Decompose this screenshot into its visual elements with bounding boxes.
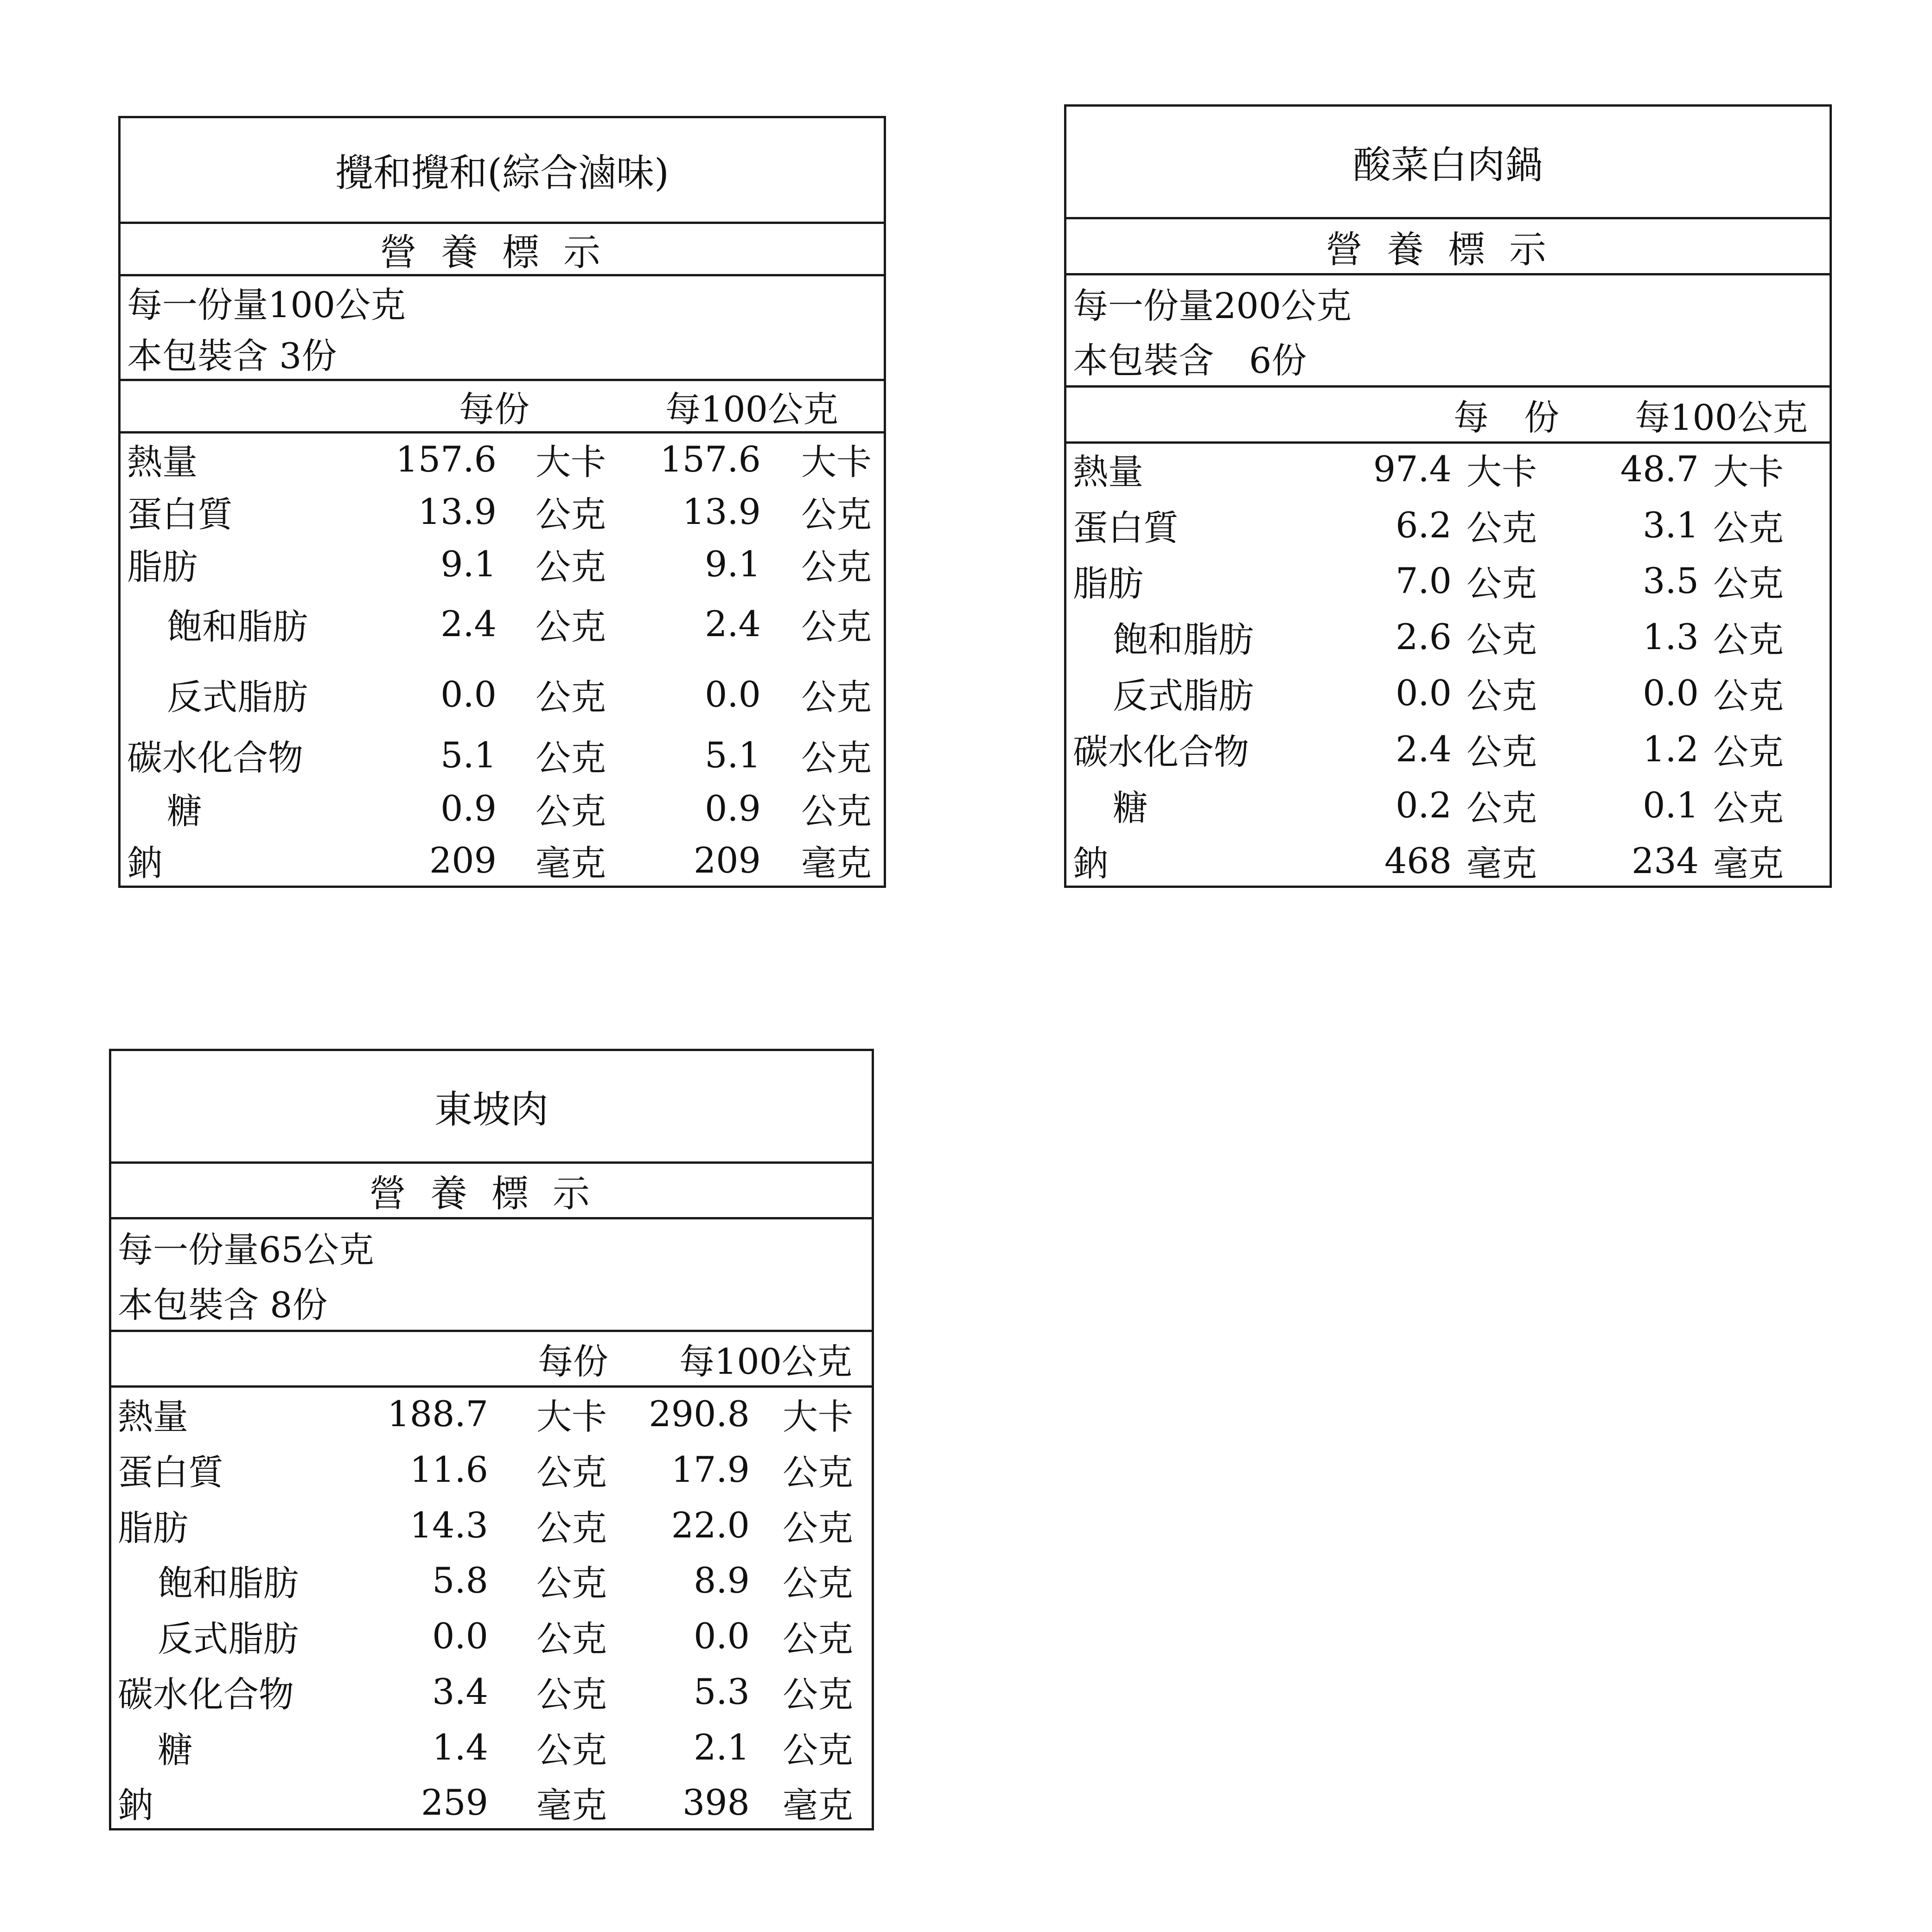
product-title: 酸菜白肉鍋: [1066, 107, 1830, 219]
per-serving-unit: 公克: [536, 493, 606, 535]
column-header-per-100g: 每100公克: [1635, 396, 1808, 438]
nutrient-name: 碳水化合物: [1073, 731, 1249, 772]
per-100g-unit: 公克: [1713, 618, 1784, 660]
per-serving-value: 0.9: [440, 787, 497, 829]
nutrient-name: 鈉: [127, 842, 162, 884]
nutrient-row: [111, 1499, 872, 1551]
nutrient-row: [1066, 668, 1830, 718]
column-header-per-serving: 每份: [538, 1341, 608, 1382]
per-serving-unit: 公克: [536, 1562, 607, 1604]
nutrient-name: 熱量: [118, 1396, 188, 1437]
nutrient-name: 脂肪: [118, 1507, 188, 1549]
per-serving-value: 0.0: [440, 673, 497, 715]
nutrient-name: 飽和脂肪: [1113, 618, 1254, 660]
nutrition-label-panel: [109, 1049, 874, 1830]
per-100g-unit: 公克: [1713, 675, 1784, 716]
column-header-per-serving: 每份: [459, 388, 529, 430]
per-serving-unit: 公克: [536, 546, 606, 587]
nutrient-name: 蛋白質: [127, 493, 233, 535]
per-serving-unit: 毫克: [1467, 842, 1537, 884]
nutrient-name: 熱量: [1073, 451, 1143, 492]
per-serving-value: 259: [421, 1781, 488, 1823]
per-100g-value: 234: [1631, 840, 1699, 881]
nutrient-name: 脂肪: [1073, 562, 1143, 604]
per-100g-unit: 公克: [783, 1673, 853, 1715]
nutrient-row: [111, 1665, 872, 1717]
serving-info: [121, 276, 884, 381]
per-serving-value: 0.2: [1396, 784, 1452, 826]
nutrient-name: 脂肪: [127, 546, 198, 587]
nutrient-name: 飽和脂肪: [158, 1562, 299, 1604]
per-100g-unit: 公克: [783, 1729, 853, 1771]
per-100g-value: 290.8: [649, 1393, 750, 1435]
column-header-row: [121, 381, 884, 434]
per-serving-unit: 毫克: [536, 1784, 607, 1826]
per-serving-unit: 公克: [536, 1673, 607, 1715]
per-100g-unit: 公克: [801, 546, 872, 587]
nutrient-row: [121, 538, 884, 589]
nutrient-rows: [1066, 444, 1830, 886]
per-100g-value: 22.0: [671, 1504, 750, 1546]
per-serving-unit: 公克: [536, 790, 606, 832]
per-serving-unit: 公克: [536, 1618, 607, 1659]
per-100g-value: 2.4: [705, 603, 761, 644]
per-serving-value: 5.1: [440, 734, 497, 776]
per-serving-unit: 公克: [536, 737, 606, 778]
per-serving-value: 3.4: [432, 1671, 488, 1712]
nutrient-row: [111, 1776, 872, 1828]
per-serving-value: 9.1: [440, 543, 497, 585]
per-100g-unit: 公克: [1713, 787, 1784, 829]
nutrient-row: [111, 1388, 872, 1440]
nutrient-row: [1066, 835, 1830, 886]
serving-size: 每一份量100公克: [127, 284, 406, 325]
nutrient-row: [121, 434, 884, 485]
nutrient-name: 反式脂肪: [167, 676, 308, 718]
per-100g-unit: 公克: [783, 1562, 853, 1604]
per-serving-unit: 大卡: [1467, 451, 1537, 492]
nutrient-rows: [111, 1388, 872, 1828]
nutrient-row: [111, 1554, 872, 1606]
per-100g-value: 5.1: [705, 734, 761, 776]
per-100g-unit: 公克: [801, 737, 872, 778]
nutrition-label-panel: [1064, 104, 1832, 888]
serving-info: [111, 1219, 872, 1332]
per-100g-value: 0.1: [1643, 784, 1699, 826]
per-100g-unit: 毫克: [1713, 842, 1784, 884]
per-100g-value: 9.1: [705, 543, 761, 585]
nutrient-rows: [121, 434, 884, 886]
per-serving-value: 1.4: [432, 1726, 488, 1768]
per-serving-unit: 公克: [536, 1507, 607, 1549]
per-100g-value: 3.1: [1643, 504, 1699, 546]
per-100g-value: 0.0: [1643, 672, 1699, 714]
per-100g-value: 2.1: [694, 1726, 750, 1768]
product-title: 東坡肉: [111, 1051, 872, 1164]
servings-per-package: 本包裝含 6份: [1073, 340, 1307, 382]
nutrient-name: 蛋白質: [118, 1451, 223, 1493]
per-serving-value: 2.4: [440, 603, 497, 644]
per-serving-unit: 公克: [1467, 675, 1537, 716]
per-100g-value: 1.2: [1643, 728, 1699, 770]
per-serving-value: 13.9: [418, 491, 497, 532]
nutrient-row: [111, 1443, 872, 1495]
column-header-row: [111, 1332, 872, 1388]
per-serving-value: 7.0: [1396, 560, 1452, 601]
per-100g-value: 13.9: [682, 491, 761, 532]
serving-size: 每一份量65公克: [118, 1229, 374, 1270]
per-100g-unit: 大卡: [783, 1396, 853, 1437]
nutrient-row: [1066, 500, 1830, 550]
per-serving-unit: 公克: [1467, 507, 1537, 548]
per-serving-unit: 公克: [536, 1729, 607, 1771]
product-title: 攪和攪和(綜合滷味): [121, 118, 884, 224]
per-100g-unit: 公克: [801, 493, 872, 535]
column-header-per-serving: 每 份: [1454, 396, 1559, 438]
nutrient-row: [121, 598, 884, 649]
column-header-per-100g: 每100公克: [679, 1341, 853, 1382]
per-serving-unit: 公克: [536, 676, 606, 718]
nutrient-row: [1066, 724, 1830, 774]
per-100g-unit: 公克: [783, 1507, 853, 1549]
per-serving-unit: 大卡: [536, 1396, 607, 1437]
nutrition-heading: 營養標示: [121, 224, 884, 276]
nutrition-heading: 營養標示: [1066, 219, 1830, 275]
nutrient-row: [121, 783, 884, 834]
per-serving-value: 14.3: [409, 1504, 488, 1546]
per-serving-unit: 公克: [536, 606, 606, 647]
per-100g-value: 0.0: [705, 673, 761, 715]
per-100g-value: 157.6: [660, 438, 761, 480]
column-header-per-100g: 每100公克: [665, 388, 839, 430]
nutrient-row: [1066, 780, 1830, 830]
per-serving-value: 468: [1384, 840, 1452, 881]
nutrient-name: 飽和脂肪: [167, 606, 308, 647]
per-100g-value: 0.0: [694, 1615, 750, 1657]
per-serving-value: 188.7: [387, 1393, 488, 1435]
per-100g-unit: 毫克: [783, 1784, 853, 1826]
per-100g-value: 48.7: [1620, 448, 1699, 490]
nutrient-name: 鈉: [118, 1784, 153, 1826]
per-100g-unit: 毫克: [801, 842, 872, 884]
per-100g-value: 0.9: [705, 787, 761, 829]
nutrient-name: 熱量: [127, 441, 198, 483]
nutrient-name: 糖: [158, 1729, 193, 1771]
per-serving-unit: 公克: [536, 1451, 607, 1493]
per-serving-unit: 大卡: [536, 441, 606, 483]
nutrient-row: [1066, 555, 1830, 606]
per-100g-unit: 大卡: [801, 441, 872, 483]
per-100g-value: 209: [693, 839, 761, 881]
nutrient-name: 反式脂肪: [1113, 675, 1254, 716]
nutrient-row: [121, 729, 884, 780]
per-serving-value: 97.4: [1373, 448, 1452, 490]
per-100g-unit: 公克: [1713, 731, 1784, 772]
per-100g-unit: 公克: [801, 606, 872, 647]
servings-per-package: 本包裝含 3份: [127, 335, 337, 377]
column-header-row: [1066, 388, 1830, 444]
per-100g-unit: 大卡: [1713, 451, 1784, 492]
nutrient-row: [121, 486, 884, 537]
per-serving-unit: 毫克: [536, 842, 606, 884]
per-100g-unit: 公克: [783, 1451, 853, 1493]
per-serving-unit: 公克: [1467, 562, 1537, 604]
nutrient-name: 糖: [167, 790, 202, 832]
nutrient-row: [111, 1721, 872, 1773]
nutrition-heading: 營養標示: [111, 1164, 872, 1219]
nutrient-name: 鈉: [1073, 842, 1108, 884]
per-serving-value: 209: [429, 839, 497, 881]
per-100g-unit: 公克: [1713, 562, 1784, 604]
per-100g-value: 5.3: [694, 1671, 750, 1712]
nutrition-label-panel: [118, 116, 886, 888]
per-100g-unit: 公克: [801, 790, 872, 832]
per-serving-unit: 公克: [1467, 731, 1537, 772]
per-100g-value: 398: [682, 1781, 750, 1823]
serving-info: [1066, 275, 1830, 388]
nutrient-row: [1066, 612, 1830, 662]
per-serving-value: 6.2: [1396, 504, 1452, 546]
per-100g-value: 1.3: [1643, 616, 1699, 657]
per-serving-value: 0.0: [432, 1615, 488, 1657]
per-serving-value: 2.6: [1396, 616, 1452, 657]
nutrient-name: 碳水化合物: [127, 737, 303, 778]
nutrient-name: 反式脂肪: [158, 1618, 299, 1659]
per-100g-unit: 公克: [1713, 507, 1784, 548]
per-serving-value: 2.4: [1396, 728, 1452, 770]
per-100g-unit: 公克: [801, 676, 872, 718]
per-100g-value: 3.5: [1643, 560, 1699, 601]
nutrient-name: 糖: [1113, 787, 1148, 829]
per-100g-unit: 公克: [783, 1618, 853, 1659]
per-serving-value: 11.6: [409, 1448, 488, 1490]
per-serving-value: 157.6: [395, 438, 497, 480]
nutrient-row: [121, 669, 884, 720]
nutrient-name: 碳水化合物: [118, 1673, 294, 1715]
per-serving-unit: 公克: [1467, 618, 1537, 660]
nutrient-row: [121, 835, 884, 886]
nutrient-name: 蛋白質: [1073, 507, 1179, 548]
serving-size: 每一份量200公克: [1073, 285, 1352, 326]
nutrient-row: [1066, 444, 1830, 494]
per-100g-value: 8.9: [694, 1559, 750, 1601]
per-serving-value: 0.0: [1396, 672, 1452, 714]
servings-per-package: 本包裝含 8份: [118, 1284, 328, 1326]
per-serving-value: 5.8: [432, 1559, 488, 1601]
nutrient-row: [111, 1610, 872, 1662]
per-serving-unit: 公克: [1467, 787, 1537, 829]
per-100g-value: 17.9: [671, 1448, 750, 1490]
